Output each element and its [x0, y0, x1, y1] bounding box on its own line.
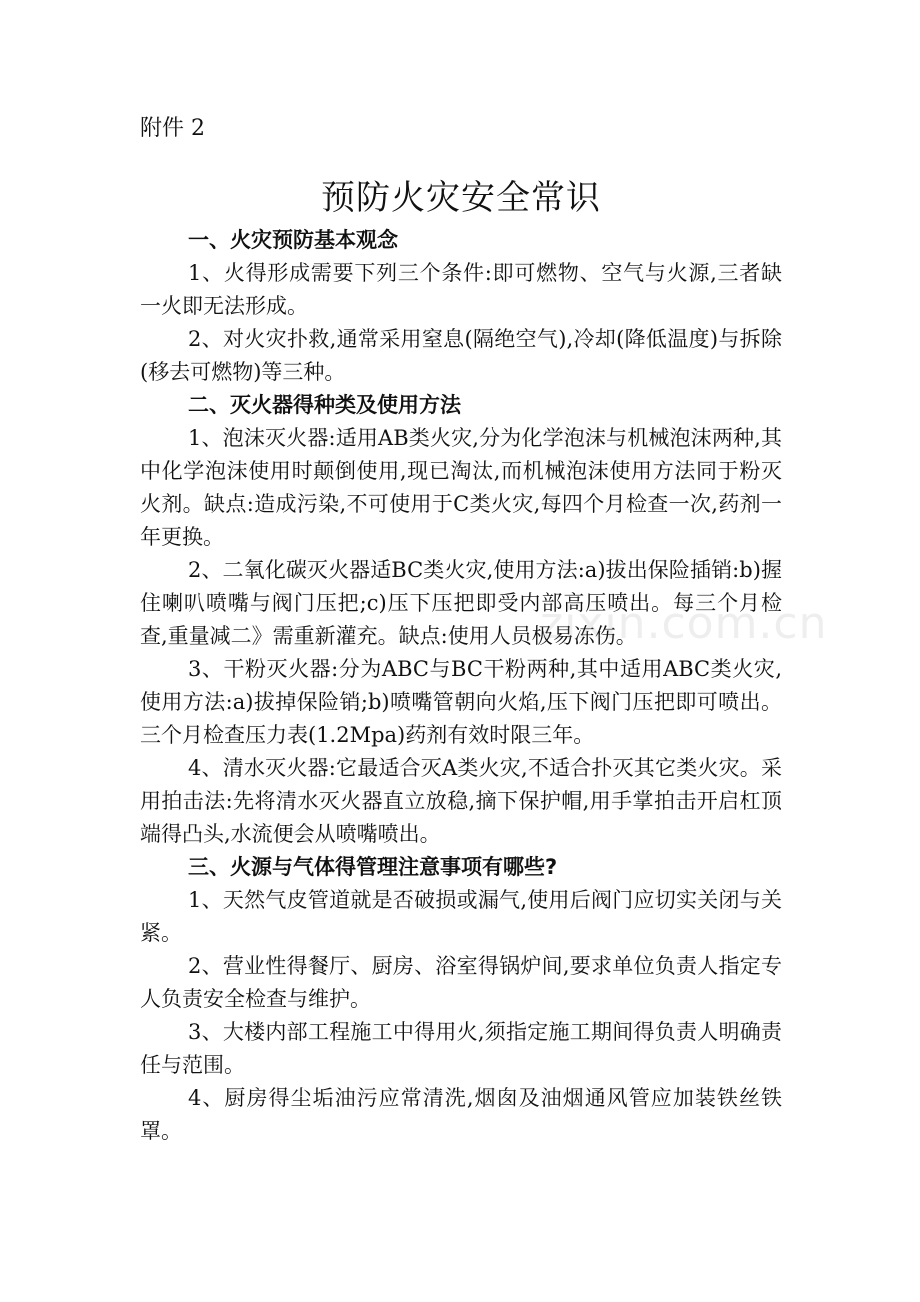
attachment-label: 附件 2 [140, 116, 205, 141]
paragraph: 4、清水灭火器:它最适合灭A类火灾,不适合扑灭其它类火灾。采用拍击法:先将清水灭火器直立放稳,摘下保护帽,用手掌拍击开启杠顶端得凸头,水流便会从喷嘴喷出。 [140, 756, 782, 846]
paragraph: 2、营业性得餐厅、厨房、浴室得锅炉间,要求单位负责人指定专人负责安全检查与维护。 [140, 954, 782, 1011]
section-heading: 二、灭火器得种类及使用方法 [188, 393, 461, 417]
paragraph: 1、火得形成需要下列三个条件:即可燃物、空气与火源,三者缺一火即无法形成。 [140, 261, 782, 318]
document-title: 预防火灾安全常识 [321, 178, 601, 218]
section-heading: 三、火源与气体得管理注意事项有哪些? [188, 855, 558, 879]
watermark: zixin.com.cn [540, 598, 828, 649]
paragraph: 3、大楼内部工程施工中得用火,须指定施工期间得负责人明确责任与范围。 [140, 1020, 782, 1077]
paragraph: 4、厨房得尘垢油污应常清洗,烟囱及油烟通风管应加装铁丝铁罩。 [140, 1086, 782, 1143]
paragraph: 3、干粉灭火器:分为ABC与BC干粉两种,其中适用ABC类火灾,使用方法:a)拔掉保险销;b)喷嘴管朝向火焰,压下阀门压把即可喷出。三个月检查压力表(1.2Mpa)药剂有效时限三年。 [140, 657, 782, 747]
section-heading: 一、火灾预防基本观念 [188, 228, 398, 252]
section-3 [140, 851, 782, 1148]
paragraph: 1、泡沫灭火器:适用AB类火灾,分为化学泡沫与机械泡沫两种,其中化学泡沫使用时颠倒使用,现已淘汰,而机械泡沫使用方法同于粉灭火剂。缺点:造成污染,不可使用于C类火灾,每四个月检查一次,药剂一年更换。 [140, 426, 782, 549]
paragraph: 1、天然气皮管道就是否破损或漏气,使用后阀门应切实关闭与关紧。 [140, 888, 782, 945]
document-body [140, 224, 782, 1148]
section-1 [140, 224, 782, 389]
paragraph: 2、对火灾扑救,通常采用窒息(隔绝空气),冷却(降低温度)与拆除(移去可燃物)等三种。 [140, 327, 782, 384]
paragraph: 2、二氧化碳灭火器适BC类火灾,使用方法:a)拔出保险插销:b)握住喇叭喷嘴与阀门压把;c)压下压把即受内部高压喷出。每三个月检查,重量减二》需重新灌充。缺点:使用人员极易冻伤。 [140, 558, 782, 648]
